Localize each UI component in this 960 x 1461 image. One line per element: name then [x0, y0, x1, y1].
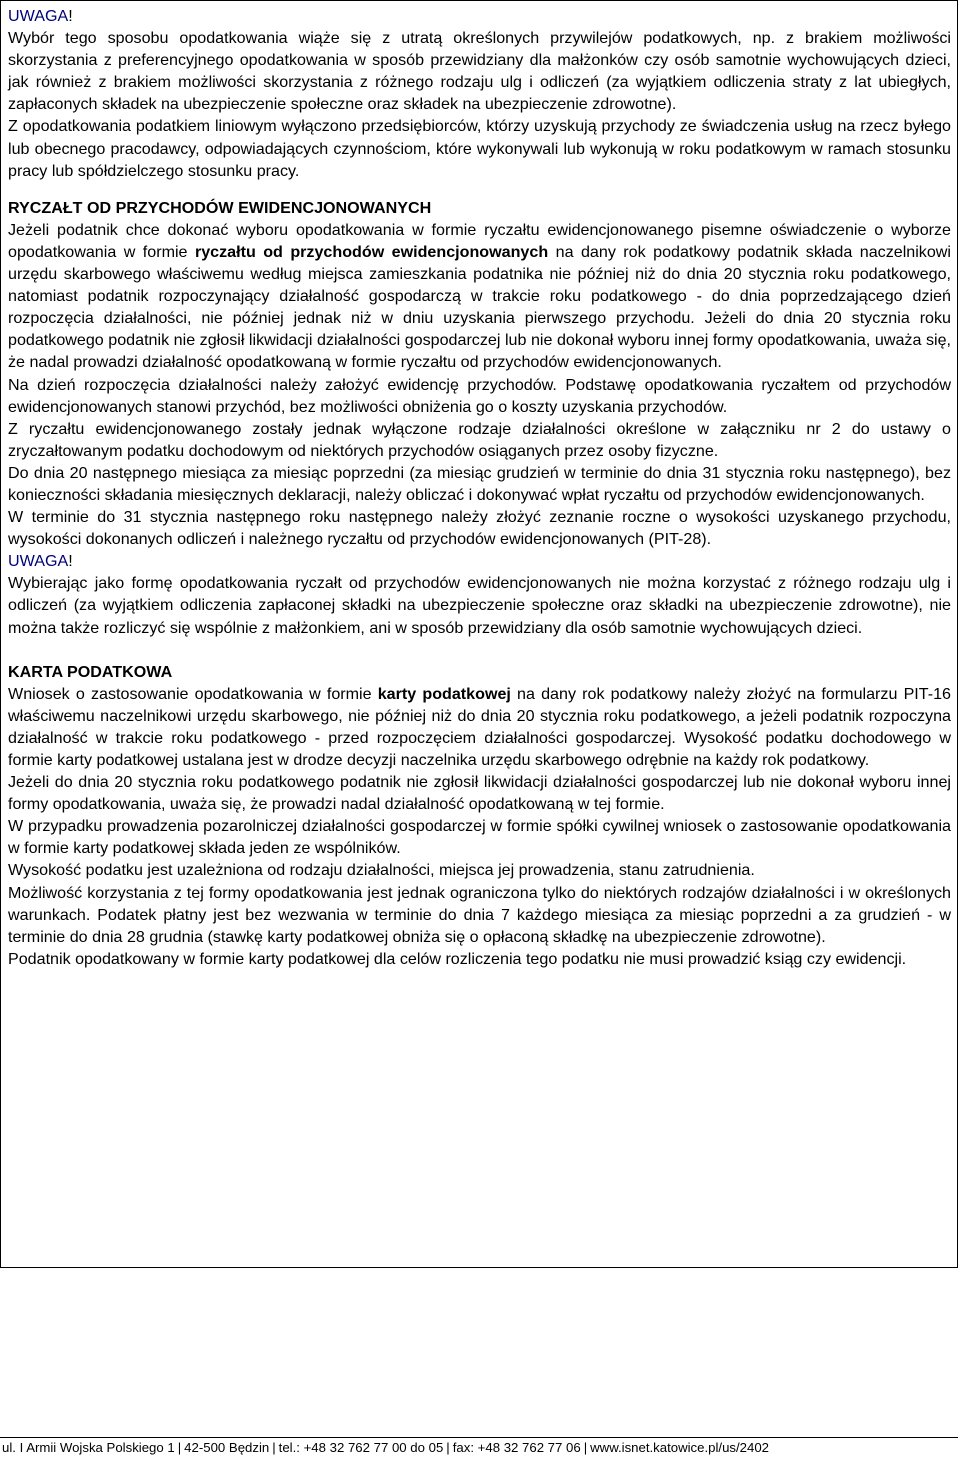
ryczalt-paragraph-6: Wybierając jako formę opodatkowania ryczałt od przychodów ewidencjonowanych nie można korzystać z różnego rodzaju ulg i odliczeń (za wyjątkiem odliczenia zapłaconej składki na ubezpieczenie społeczne oraz składki na ubezpieczenie zdrowotne), nie można także rozliczyć się wspólnie z małżonkiem, ani w sposób przewidziany dla osób samotnie wychowujących dzieci.: [8, 574, 951, 637]
ryczalt-paragraph-5: W terminie do 31 stycznia następnego roku następnego należy złożyć zeznanie roczne o wysokości uzyskanego przychodu, wysokości dokonanych odliczeń i należnego ryczałtu od przychodów ewidencjonowanych (PIT-28).: [8, 508, 951, 549]
ryczalt-paragraph-2: Na dzień rozpoczęcia działalności należy założyć ewidencję przychodów. Podstawę opodatkowania ryczałtem od przychodów ewidencjonowanych stanowi przychód, bez możliwości obniżenia go o koszty uzyskania przychodów.: [8, 375, 951, 416]
section-heading-ryczalt: RYCZAŁT OD PRZYCHODÓW EWIDENCJONOWANYCH: [8, 198, 432, 217]
intro-paragraph-2: Z opodatkowania podatkiem liniowym wyłączono przedsiębiorców, którzy uzyskują przychody ze świadczenia usług na rzecz byłego lub obecnego pracodawcy, odpowiadających czynnościom, które wykonywali lub wykonują w roku podatkowym w ramach stosunku pracy lub spółdzielczego stosunku pracy.: [8, 117, 951, 180]
karta-paragraph-1: Wniosek o zastosowanie opodatkowania w formie karty podatkowej na dany rok podatkowy należy złożyć na formularzu PIT-16 właściwemu naczelnikowi urzędu skarbowego, nie później niż do dnia 20 stycznia roku podatkowego, a jeżeli podatnik rozpoczyna działalność w trakcie roku podatkowego - przed rozpoczęciem działalności gospodarczej. Wysokość podatku dochodowego w formie karty podatkowej ustalana jest w drodze decyzji naczelnika urzędu skarbowego odrębnie na każdy rok podatkowy.: [8, 684, 951, 769]
footer: ul. I Armii Wojska Polskiego 1 | 42-500 Będzin | tel.: +48 32 762 77 00 do 05 | fax: +48 32 762 77 06 | www.isnet.katowice.pl/us/2402: [2, 1440, 769, 1455]
warning-text-2: UWAGA: [8, 552, 69, 571]
ryczalt-paragraph-1: Jeżeli podatnik chce dokonać wyboru opodatkowania w formie ryczałtu ewidencjonowanego pisemne oświadczenie o wyborze opodatkowania w formie ryczałtu od przychodów ewidencjonowanych na dany rok podatkowy podatnik składa naczelnikowi urzędu skarbowego właściwemu według miejsca zamieszkania podatnika nie później niż do dnia 20 stycznia roku podatkowego, natomiast podatnik rozpoczynający działalność gospodarczą w trakcie roku podatkowego - do dnia poprzedzającego dzień rozpoczęcia działalności, nie później jednak niż w dniu uzyskania pierwszego przychodu. Jeżeli do dnia 20 stycznia roku podatkowego podatnik nie zgłosił likwidacji działalności gospodarczej lub nie dokonał wyboru innej formy opodatkowania, uważa się, że nadal prowadzi działalność opodatkowaną w formie ryczałtu od przychodów ewidencjonowanych.: [8, 220, 952, 372]
karta-paragraph-6: Podatnik opodatkowany w formie karty podatkowej dla celów rozliczenia tego podatku nie musi prowadzić ksiąg czy ewidencji.: [8, 949, 907, 968]
karta-paragraph-4: Wysokość podatku jest uzależniona od rodzaju działalności, miejsca jej prowadzenia, stanu zatrudnienia.: [8, 861, 755, 880]
warning-text: UWAGA: [8, 7, 69, 25]
karta-bold-term: karty podatkowej: [377, 684, 511, 703]
ryczalt-paragraph-4: Do dnia 20 następnego miesiąca za miesiąc poprzedni (za miesiąc grudzień w terminie do dnia 31 stycznia roku następnego), bez konieczności składania miesięcznych deklaracji, należy obliczać i dokonywać wpłat ryczałtu od przychodów ewidencjonowanych.: [8, 463, 951, 504]
footer-divider: [0, 1437, 958, 1438]
warning-label-2: UWAGA!: [8, 552, 73, 571]
footer-website-link[interactable]: www.isnet.katowice.pl/us/2402: [590, 1440, 769, 1455]
footer-phone: tel.: +48 32 762 77 00 do 05: [278, 1440, 444, 1455]
footer-fax: fax: +48 32 762 77 06: [452, 1440, 581, 1455]
footer-address: ul. I Armii Wojska Polskiego 1: [2, 1440, 175, 1455]
ryczalt-paragraph-3: Z ryczałtu ewidencjonowanego zostały jednak wyłączone rodzaje działalności określone w załączniku nr 2 do ustawy o zryczałtowanym podatku dochodowym od niektórych przychodów osiąganych przez osoby fizyczne.: [8, 419, 951, 460]
warning-label: UWAGA!: [8, 7, 73, 25]
karta-paragraph-2: Jeżeli do dnia 20 stycznia roku podatkowego podatnik nie zgłosił likwidacji działalności gospodarczej lub nie dokonał wyboru innej formy opodatkowania, uważa się, że prowadzi nadal działalność opodatkowaną w tej formie.: [8, 773, 951, 814]
footer-city: 42-500 Będzin: [184, 1440, 270, 1455]
section-heading-karta: KARTA PODATKOWA: [8, 662, 173, 681]
karta-paragraph-5: Możliwość korzystania z tej formy opodatkowania jest jednak ograniczona tylko do niektórych rodzajów działalności i w określonych warunkach. Podatek płatny jest bez wezwania w terminie do dnia 7 każdego miesiąca za miesiąc poprzedni a za grudzień - w terminie do dnia 28 grudnia (stawkę karty podatkowej obniża się o opłaconą składkę na ubezpieczenie zdrowotne).: [8, 883, 951, 946]
ryczalt-bold-term: ryczałtu od przychodów ewidencjonowanych: [194, 242, 549, 261]
karta-paragraph-3: W przypadku prowadzenia pozarolniczej działalności gospodarczej w formie spółki cywilnej wniosek o zastosowanie opodatkowania w formie karty podatkowej składa jeden ze wspólników.: [8, 817, 951, 858]
intro-paragraph-1: Wybór tego sposobu opodatkowania wiąże się z utratą określonych przywilejów podatkowych, np. z brakiem możliwości skorzystania z preferencyjnego opodatkowania w sposób przewidziany dla małżonków czy osób samotnie wychowujących dzieci, jak również z brakiem możliwości skorzystania z różnego rodzaju ulg i odliczeń (za wyjątkiem odliczenia straty z lat ubiegłych, zapłaconych składek na ubezpieczenie społeczne oraz składek na ubezpieczenie zdrowotne).: [8, 29, 951, 114]
document-body: [8, 5, 951, 970]
